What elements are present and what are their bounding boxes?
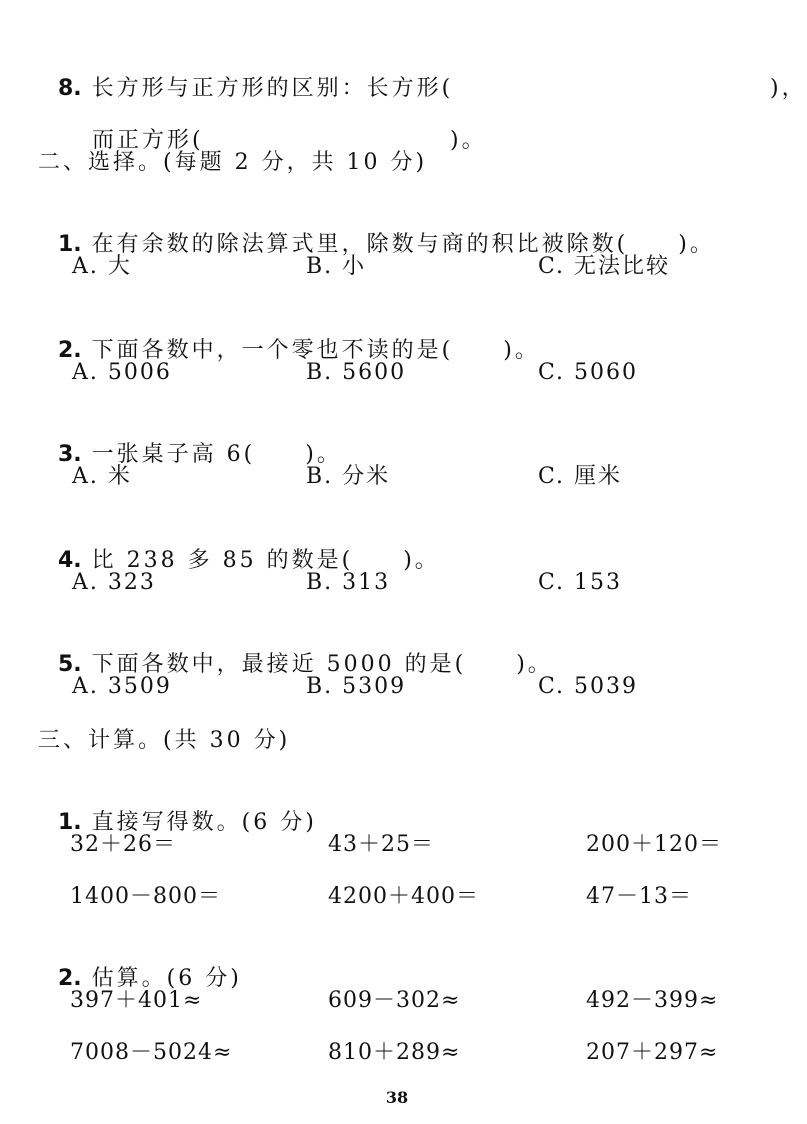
question-title: 直接写得数。(6 分) xyxy=(81,810,317,835)
section-2-heading: 二、选择。(每题 2 分，共 10 分) xyxy=(38,150,428,175)
question-title: 估算。(6 分) xyxy=(81,966,242,991)
choice-3-option-a: A. 米 xyxy=(72,464,132,489)
question-stem: 下面各数中，最接近 5000 的是( )。 xyxy=(81,652,553,677)
question-8-line-1-end xyxy=(750,44,807,104)
question-stem: 在有余数的除法算式里，除数与商的积比被除数( )。 xyxy=(81,232,715,257)
choice-question-3 xyxy=(38,410,794,470)
calc-1-item: 32＋26＝ xyxy=(70,832,176,857)
choice-question-4 xyxy=(38,516,794,576)
question-number: 4. xyxy=(58,548,82,573)
question-number: 3. xyxy=(58,442,82,467)
question-stem: 一张桌子高 6( )。 xyxy=(81,442,342,467)
calc-2-item: 397＋401≈ xyxy=(70,988,203,1013)
section-3-heading: 三、计算。(共 30 分) xyxy=(38,728,291,753)
choice-4-option-b: B. 313 xyxy=(306,570,391,595)
choice-5-option-c: C. 5039 xyxy=(538,674,639,699)
calc-1-item: 4200＋400＝ xyxy=(328,884,479,909)
calc-2-item: 207＋297≈ xyxy=(586,1040,719,1065)
question-text: )， xyxy=(770,76,807,101)
calc-1-item: 200＋120＝ xyxy=(586,832,722,857)
choice-2-option-c: C. 5060 xyxy=(538,360,639,385)
choice-2-option-a: A. 5006 xyxy=(72,360,172,385)
choice-2-option-b: B. 5600 xyxy=(306,360,407,385)
choice-5-option-b: B. 5309 xyxy=(306,674,407,699)
choice-4-option-a: A. 323 xyxy=(72,570,156,595)
question-text: 长方形与正方形的区别：长方形( xyxy=(81,76,454,101)
question-stem: 比 238 多 85 的数是( )。 xyxy=(81,548,440,573)
choice-3-option-b: B. 分米 xyxy=(306,464,391,489)
calc-2-item: 7008－5024≈ xyxy=(70,1040,233,1065)
choice-4-option-c: C. 153 xyxy=(538,570,623,595)
question-number: 1. xyxy=(58,232,82,257)
calc-1-item: 1400－800＝ xyxy=(70,884,221,909)
choice-5-option-a: A. 3509 xyxy=(72,674,172,699)
choice-question-1 xyxy=(38,200,794,260)
choice-1-option-b: B. 小 xyxy=(306,254,367,279)
calc-2-item: 492－399≈ xyxy=(586,988,719,1013)
question-text: 而正方形( xyxy=(92,128,204,153)
question-8-line-2-end xyxy=(430,96,794,156)
question-number: 5. xyxy=(58,652,82,677)
question-stem: 下面各数中，一个零也不读的是( )。 xyxy=(81,338,540,363)
question-number: 1. xyxy=(58,810,82,835)
choice-1-option-a: A. 大 xyxy=(72,254,132,279)
calc-2-title xyxy=(38,934,794,994)
calc-1-item: 43＋25＝ xyxy=(328,832,434,857)
calc-1-title xyxy=(38,778,794,838)
question-number: 2. xyxy=(58,966,82,991)
choice-1-option-c: C. 无法比较 xyxy=(538,254,671,279)
choice-question-2 xyxy=(38,306,794,366)
page-number: 38 xyxy=(385,1088,409,1107)
calc-2-item: 810＋289≈ xyxy=(328,1040,461,1065)
question-text: )。 xyxy=(450,128,487,153)
question-number: 2. xyxy=(58,338,82,363)
question-number: 8. xyxy=(58,76,82,101)
question-8-line-1 xyxy=(38,44,794,104)
calc-2-item: 609－302≈ xyxy=(328,988,461,1013)
choice-3-option-c: C. 厘米 xyxy=(538,464,623,489)
calc-1-item: 47－13＝ xyxy=(586,884,692,909)
choice-question-5 xyxy=(38,620,794,680)
